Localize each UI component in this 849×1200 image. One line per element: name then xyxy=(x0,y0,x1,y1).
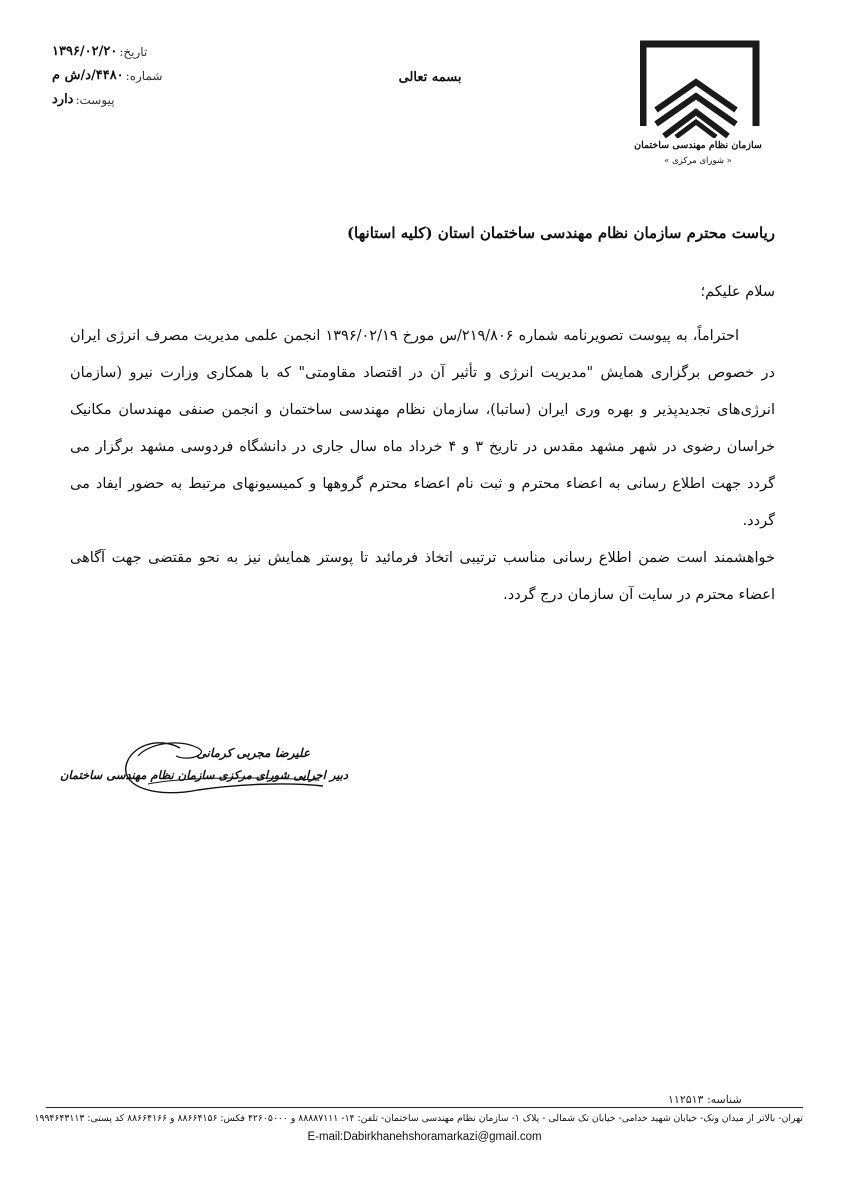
number-value: ۴۴۸۰/د/ش م xyxy=(52,68,124,83)
date-label: تاریخ: xyxy=(119,45,148,59)
letter-body xyxy=(70,318,775,614)
date-row xyxy=(52,40,212,64)
body-paragraph-2: خواهشمند است ضمن اطلاع رسانی مناسب ترتیبی اتخاذ فرمائید تا پوستر همایش نیز به نحو مقتضی جهت آگاهی اعضاء محترم در سایت آن سازمان درج گردد. xyxy=(70,550,775,603)
signer-name: علیرضا مجربی کرمانی xyxy=(196,746,310,760)
footer-email[interactable]: E-mail:Dabirkhanehshoramarkazi@gmail.com xyxy=(307,1131,542,1143)
attachment-row xyxy=(52,88,212,112)
signature-scribble-icon xyxy=(118,726,348,806)
footer-address: تهران- بالاتر از میدان ونک- خیابان شهید خدامی- خیابان تک شمالی - پلاک ۱- سازمان نظام مهندسی ساختمان- تلفن: ۱۴- ۸۸۸۸۷۱۱۱ و ۴۲۶۰۵۰۰۰ فکس: ۸۸۶۶۴۱۵۶ و ۸۸۶۶۴۱۶۶ کد پستی: ۱۹۹۴۶۴۳۱۱۳ xyxy=(34,1113,803,1124)
number-label: شماره: xyxy=(125,69,163,83)
body-paragraph-1: احتراماً، به پیوست تصویرنامه شماره ۲۱۹/۸۰۶/س مورخ ۱۳۹۶/۰۲/۱۹ انجمن علمی مدیریت مصرف انرژی ایران در خصوص برگزاری همایش "مدیریت انرژی و تأثیر آن در اقتصاد مقاومتی" که با همکاری وزارت نیرو (سازمان انرژی‌های تجدیدپذیر و بهره وری ایران (ساتبا)، سازمان نظام مهندسی ساختمان و انجمن صنفی مهندسان مکانیک خراسان رضوی در شهر مشهد مقدس در تاریخ ۳ و ۴ خرداد ماه سال جاری در دانشگاه فردوسی مشهد برگزار می گردد جهت اطلاع رسانی به اعضاء محترم و ثبت نام اعضاء محترم گروهها و کمیسیونهای مرتبط به حضور ایفاد می گردد. xyxy=(70,328,776,529)
invocation: بسمه تعالی xyxy=(398,70,462,85)
signature-block xyxy=(59,726,348,806)
signer-title: دبیر اجرایی شورای مرکزی سازمان نظام مهندسی ساختمان xyxy=(59,768,348,782)
number-row xyxy=(52,64,212,88)
recipient-line: ریاست محترم سازمان نظام مهندسی ساختمان استان (کلیه استانها) xyxy=(346,224,775,242)
date-value: ۱۳۹۶/۰۲/۲۰ xyxy=(52,44,118,59)
document-id: شناسه: ۱۱۲۵۱۳ xyxy=(668,1093,742,1106)
attachment-label: پیوست: xyxy=(75,93,115,107)
building-logo-icon xyxy=(640,40,764,138)
organization-logo xyxy=(632,40,772,190)
letter-meta xyxy=(52,40,212,112)
footer-divider xyxy=(46,1107,803,1108)
logo-subtitle: « شورای مرکزی » xyxy=(664,156,732,166)
attachment-value: دارد xyxy=(52,92,74,107)
greeting: سلام علیکم؛ xyxy=(700,284,775,300)
logo-org-name: سازمان نظام مهندسی ساختمان xyxy=(634,140,762,151)
